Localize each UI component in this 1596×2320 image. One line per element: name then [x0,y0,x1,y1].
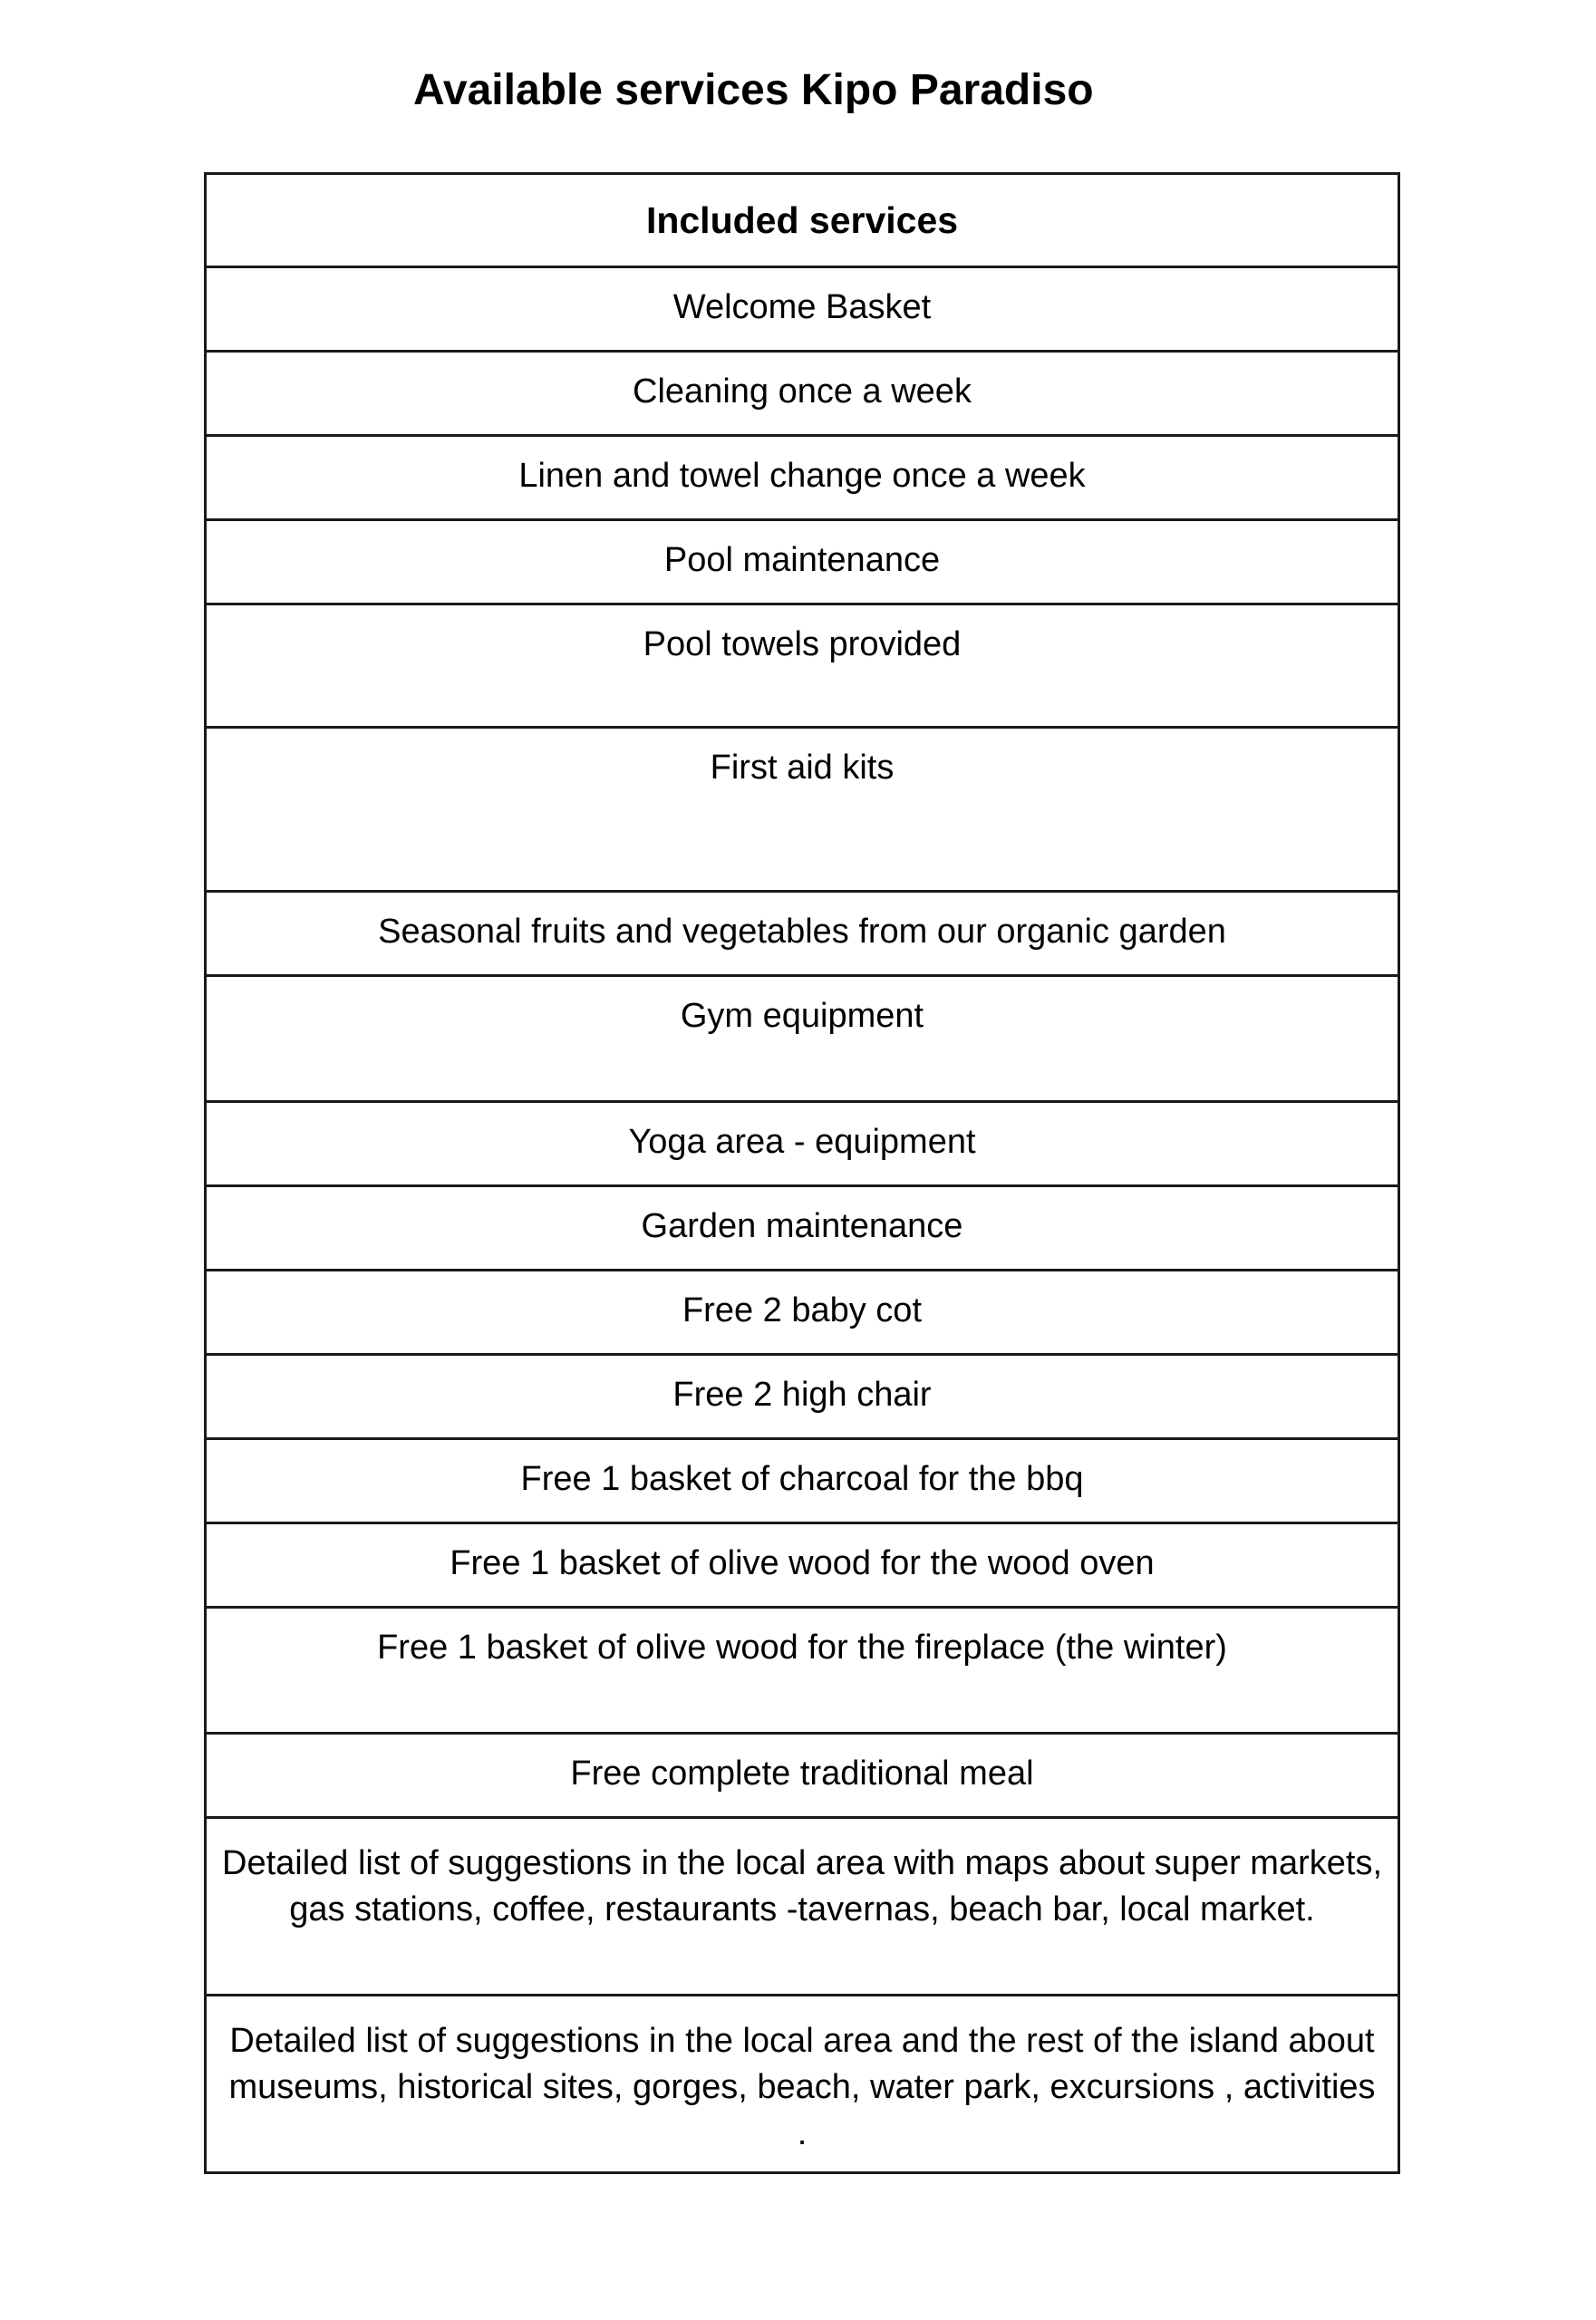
included-services-table [204,172,1400,2174]
table-row [206,267,1399,352]
table-row [206,604,1399,728]
service-cell: Free complete traditional meal [206,1734,1399,1818]
service-cell: First aid kits [206,728,1399,892]
service-cell: Yoga area - equipment [206,1102,1399,1186]
table-row [206,1996,1399,2173]
table-row [206,352,1399,436]
table-row [206,976,1399,1102]
table-row [206,1523,1399,1608]
table-row [206,1818,1399,1996]
table-row [206,1355,1399,1439]
table-row [206,728,1399,892]
table-row [206,1439,1399,1523]
service-cell: Detailed list of suggestions in the local area and the rest of the island about museums, historical sites, gorges, beach, water park, excursions , activities . [206,1996,1399,2173]
service-cell: Welcome Basket [206,267,1399,352]
service-cell: Free 2 baby cot [206,1271,1399,1355]
service-cell: Free 1 basket of olive wood for the wood oven [206,1523,1399,1608]
service-cell: Free 2 high chair [206,1355,1399,1439]
service-cell: Detailed list of suggestions in the local area with maps about super markets, gas stations, coffee, restaurants -tavernas, beach bar, local market. [206,1818,1399,1996]
service-cell: Seasonal fruits and vegetables from our organic garden [206,892,1399,976]
table-header-row [206,174,1399,267]
table-row [206,1608,1399,1734]
page-title: Available services Kipo Paradiso [413,66,1094,114]
service-cell: Gym equipment [206,976,1399,1102]
table-row [206,436,1399,520]
table-row [206,520,1399,604]
service-cell: Pool maintenance [206,520,1399,604]
table-row [206,892,1399,976]
service-cell: Linen and towel change once a week [206,436,1399,520]
service-cell: Cleaning once a week [206,352,1399,436]
service-cell: Pool towels provided [206,604,1399,728]
table-row [206,1186,1399,1271]
table-header: Included services [206,174,1399,267]
service-cell: Free 1 basket of charcoal for the bbq [206,1439,1399,1523]
service-cell: Free 1 basket of olive wood for the fireplace (the winter) [206,1608,1399,1734]
service-cell: Garden maintenance [206,1186,1399,1271]
table-row [206,1102,1399,1186]
table-row [206,1271,1399,1355]
table-row [206,1734,1399,1818]
